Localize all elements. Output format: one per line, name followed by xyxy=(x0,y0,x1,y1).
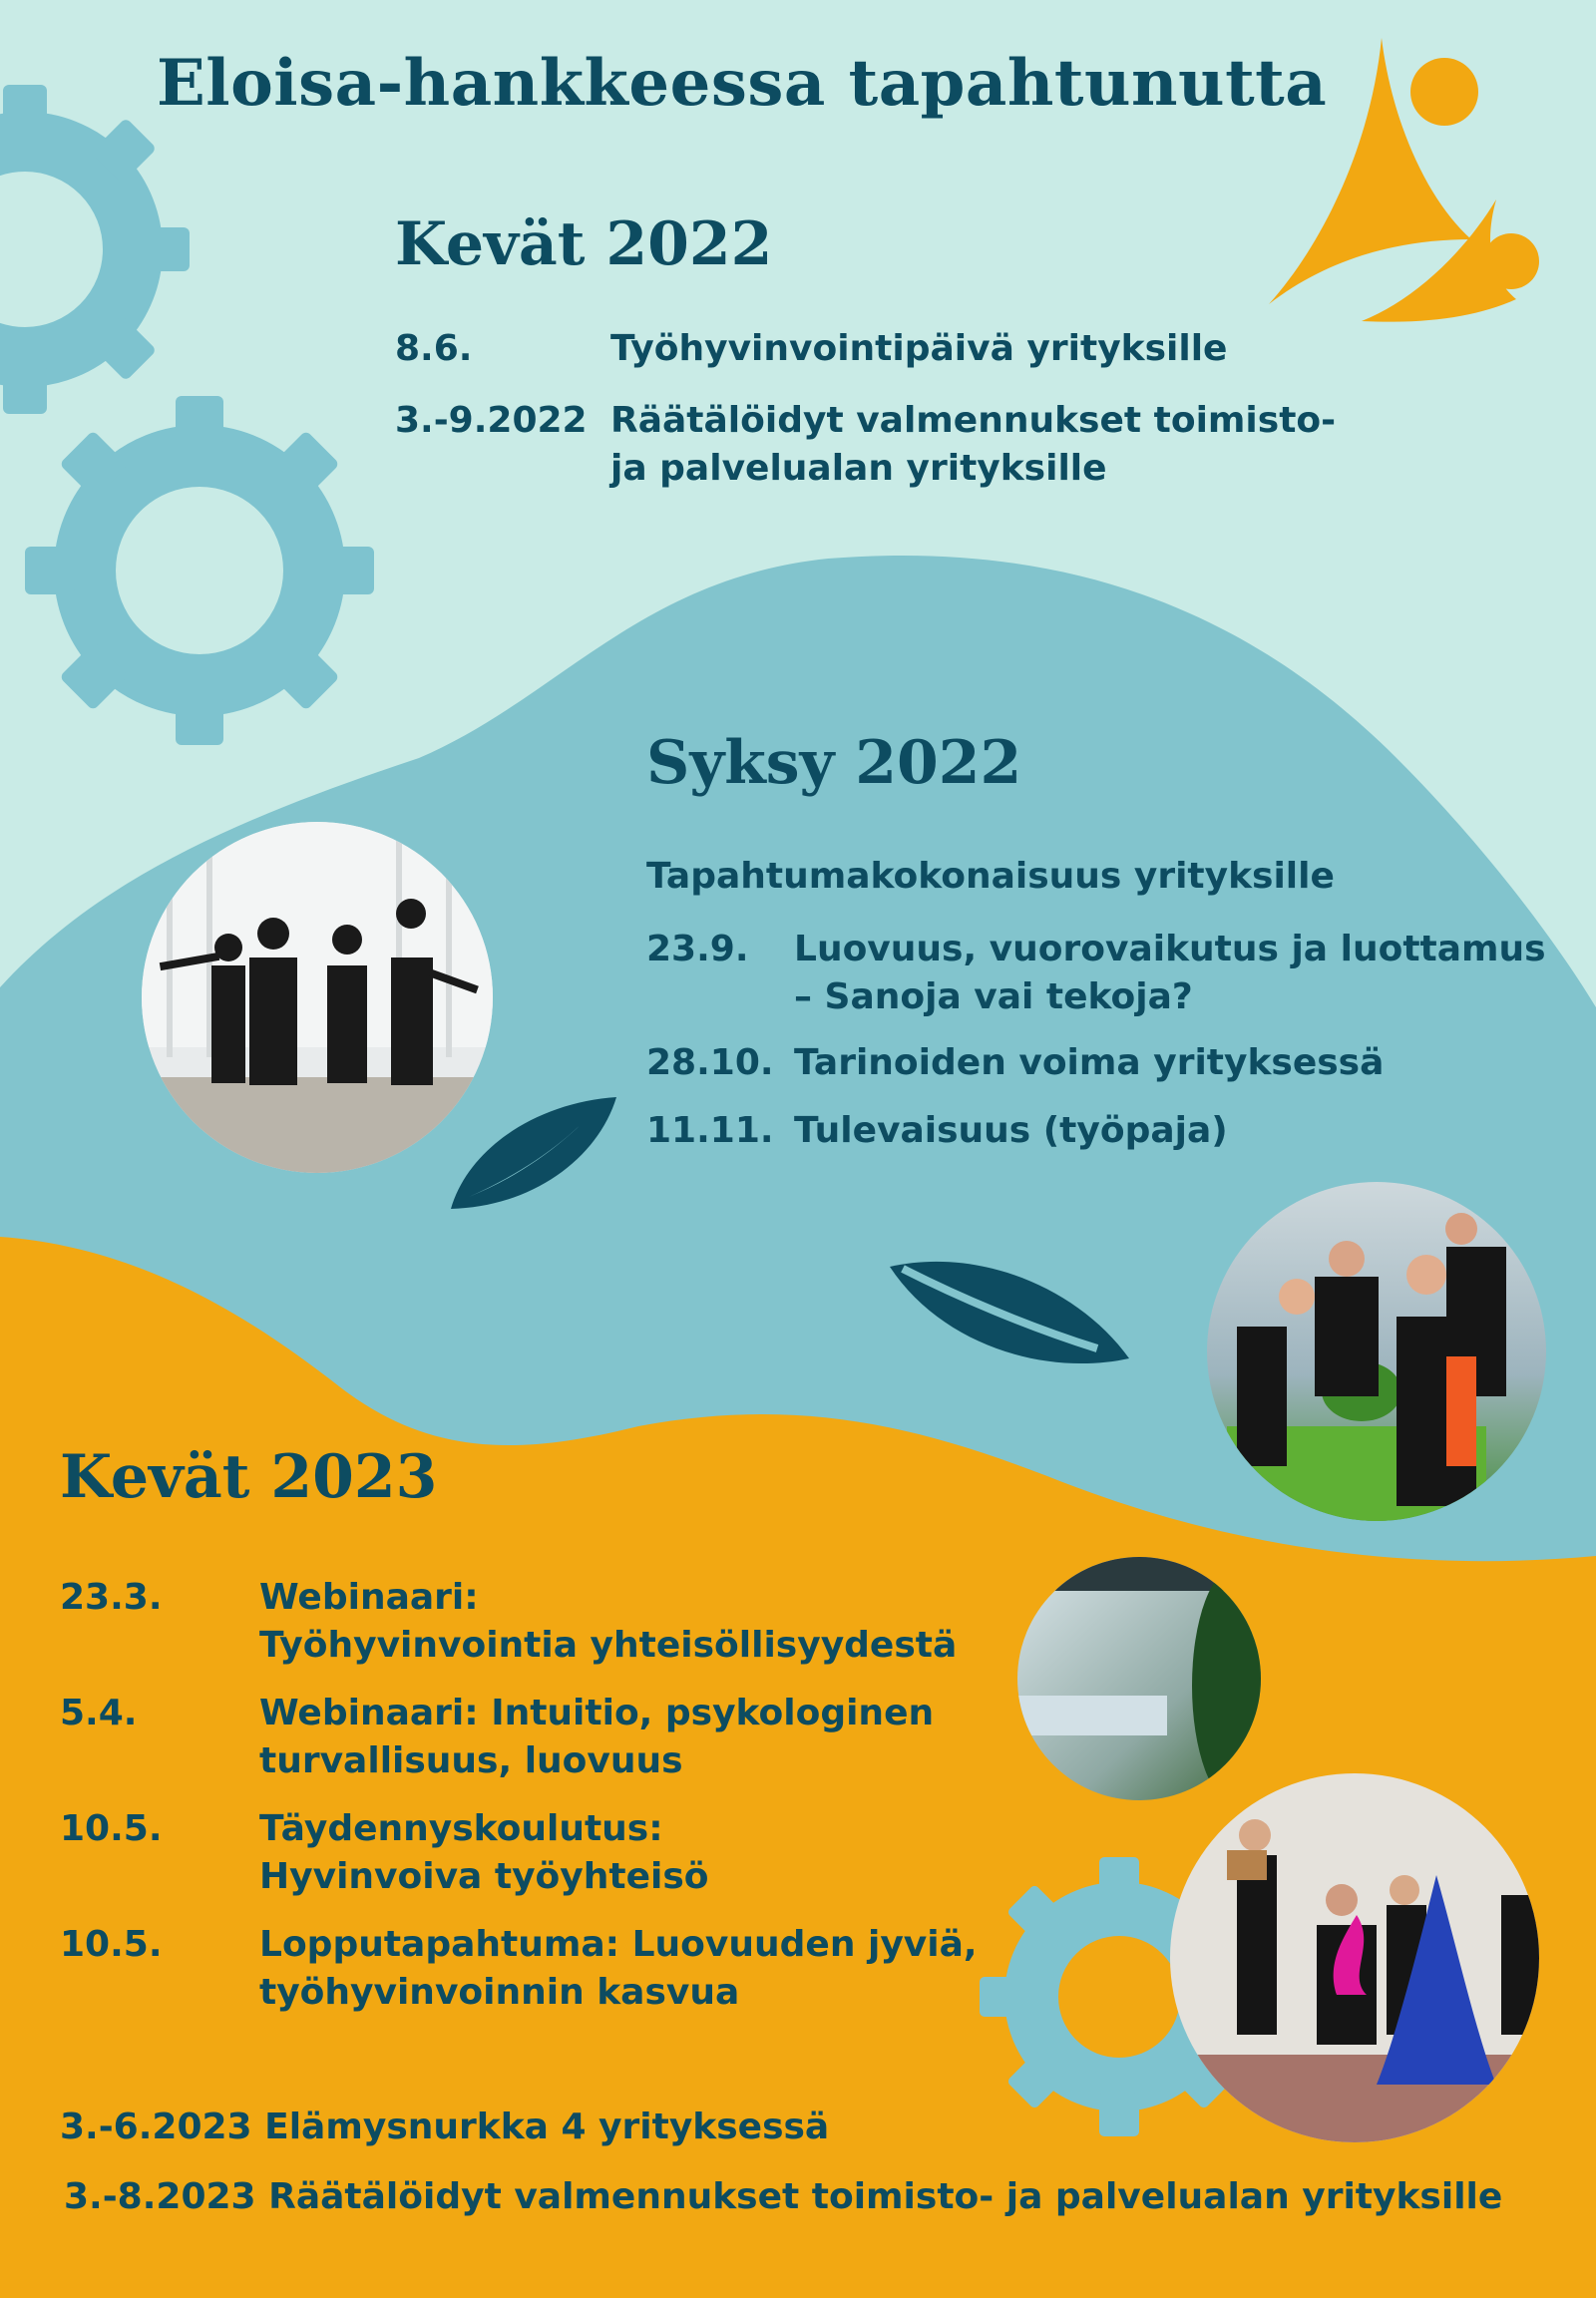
event-text-line2: työhyvinvoinnin kasvua xyxy=(259,1972,740,2013)
event-text: Luovuus, vuorovaikutus ja luottamus xyxy=(794,929,1546,969)
event-row xyxy=(395,325,1393,373)
extra-event: 3.-6.2023 Elämysnurkka 4 yrityksessä xyxy=(60,2106,830,2147)
section-subtitle: Tapahtumakokonaisuus yrityksille xyxy=(646,856,1335,897)
extra-event: 3.-8.2023 Räätälöidyt valmennukset toimisto- ja palvelualan yrityksille xyxy=(64,2176,1503,2217)
event-text: Työhyvinvointipäivä yrityksille xyxy=(610,328,1228,369)
event-date: 10.5. xyxy=(60,1808,163,1849)
event-date: 28.10. xyxy=(646,1042,774,1083)
event-date: 23.9. xyxy=(646,929,749,969)
event-row xyxy=(646,1039,1584,1087)
event-row xyxy=(646,926,1584,1021)
event-date: 23.3. xyxy=(60,1577,163,1618)
event-text: Lopputapahtuma: Luovuuden jyviä, xyxy=(259,1924,978,1965)
event-date: 5.4. xyxy=(60,1693,138,1733)
event-text: Räätälöidyt valmennukset toimisto- xyxy=(610,400,1337,441)
event-text-line2: Työhyvinvointia yhteisöllisyydestä xyxy=(259,1625,958,1666)
event-date: 3.-9.2022 xyxy=(395,400,588,441)
gear-icon xyxy=(25,396,374,745)
event-text: Webinaari: Intuitio, psykologinen xyxy=(259,1693,935,1733)
section-heading-spring-2022: Kevät 2022 xyxy=(395,209,773,279)
event-text: Tulevaisuus (työpaja) xyxy=(794,1110,1228,1151)
event-date: 8.6. xyxy=(395,328,473,369)
event-date: 10.5. xyxy=(60,1924,163,1965)
event-row xyxy=(60,1690,1017,1785)
event-text-line2: Hyvinvoiva työyhteisö xyxy=(259,1856,709,1897)
section-heading-autumn-2022: Syksy 2022 xyxy=(646,728,1022,798)
gear-icon xyxy=(0,85,190,414)
event-row xyxy=(646,1107,1584,1155)
event-row xyxy=(60,1574,1017,1670)
event-row xyxy=(60,1921,1017,2017)
event-text: Webinaari: xyxy=(259,1577,479,1618)
event-text-line2: – Sanoja vai tekoja? xyxy=(794,976,1193,1017)
page-title: Eloisa-hankkeessa tapahtunutta xyxy=(157,46,1328,121)
event-text: Tarinoiden voima yrityksessä xyxy=(794,1042,1385,1083)
event-row xyxy=(60,1805,1017,1901)
event-text-line2: turvallisuus, luovuus xyxy=(259,1740,683,1781)
event-row xyxy=(395,397,1393,493)
event-text-line2: ja palvelualan yrityksille xyxy=(610,448,1107,489)
event-date: 11.11. xyxy=(646,1110,774,1151)
event-text: Täydennyskoulutus: xyxy=(259,1808,663,1849)
section-heading-spring-2023: Kevät 2023 xyxy=(60,1442,438,1512)
